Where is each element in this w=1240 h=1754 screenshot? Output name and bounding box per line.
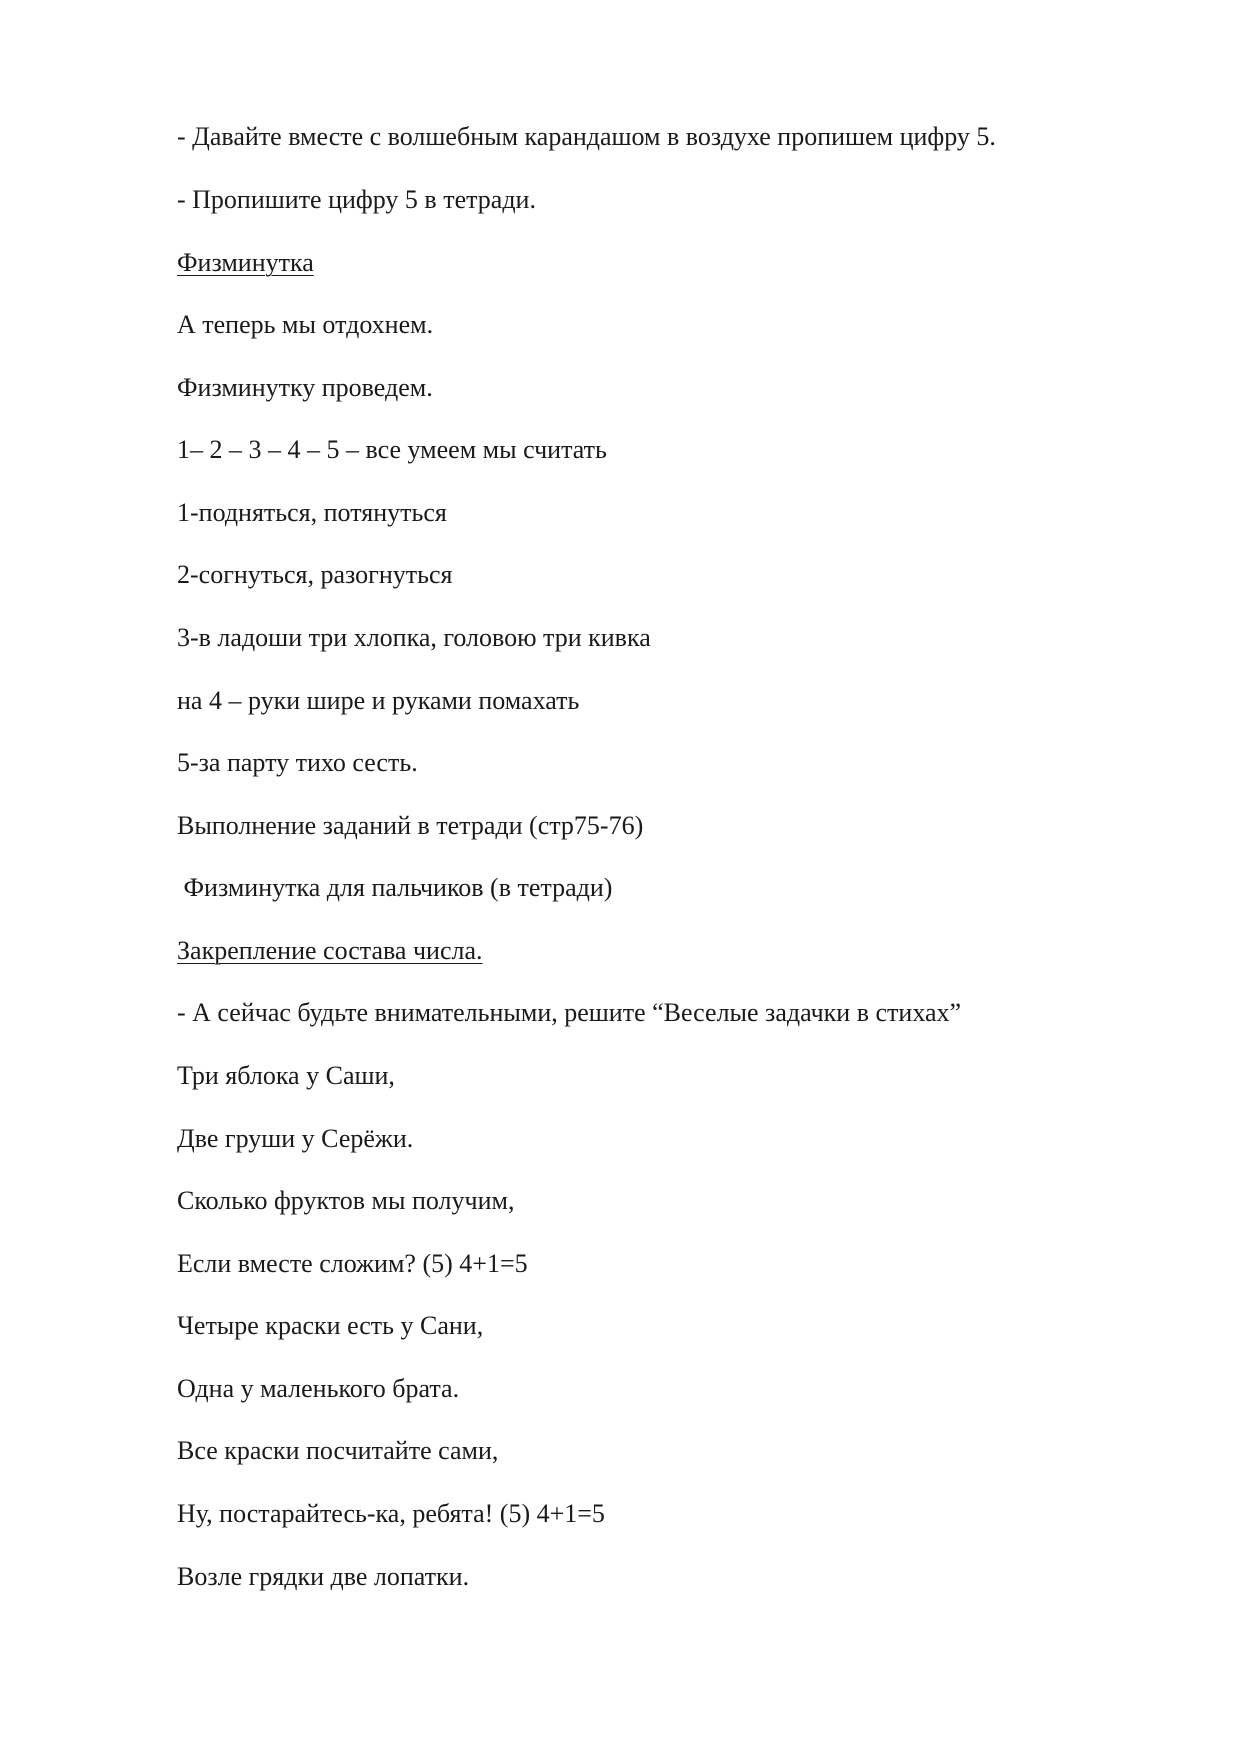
text-line: 5-за парту тихо сесть. [177, 748, 418, 777]
section-heading: Физминутка [177, 248, 314, 277]
text-line: - Давайте вместе с волшебным карандашом в воздухе пропишем цифру 5. [177, 122, 996, 151]
text-line: 3-в ладоши три хлопка, головою три кивка [177, 623, 651, 652]
text-line: Если вместе сложим? (5) 4+1=5 [177, 1249, 528, 1278]
text-line: Четыре краски есть у Сани, [177, 1311, 484, 1340]
text-line: Две груши у Серёжи. [177, 1124, 414, 1153]
text-line: - Пропишите цифру 5 в тетради. [177, 185, 536, 214]
text-line: - А сейчас будьте внимательными, решите “Веселые задачки в стихах” [177, 998, 962, 1027]
text-line: 2-согнуться, разогнуться [177, 560, 453, 589]
text-line: А теперь мы отдохнем. [177, 310, 434, 339]
text-line: 1-подняться, потянуться [177, 498, 447, 527]
text-line: Одна у маленького брата. [177, 1374, 460, 1403]
text-line: Физминутка для пальчиков (в тетради) [177, 873, 613, 902]
text-line: Возле грядки две лопатки. [177, 1562, 470, 1591]
text-line: Физминутку проведем. [177, 373, 433, 402]
text-line: Ну, постарайтесь-ка, ребята! (5) 4+1=5 [177, 1499, 605, 1528]
section-heading: Закрепление состава числа. [177, 936, 483, 965]
text-line: Выполнение заданий в тетради (стр75-76) [177, 811, 644, 840]
text-line: Сколько фруктов мы получим, [177, 1186, 515, 1215]
text-line: 1– 2 – 3 – 4 – 5 – все умеем мы считать [177, 435, 607, 464]
text-line: Все краски посчитайте сами, [177, 1436, 499, 1465]
text-line: на 4 – руки шире и руками помахать [177, 686, 580, 715]
text-line: Три яблока у Саши, [177, 1061, 395, 1090]
